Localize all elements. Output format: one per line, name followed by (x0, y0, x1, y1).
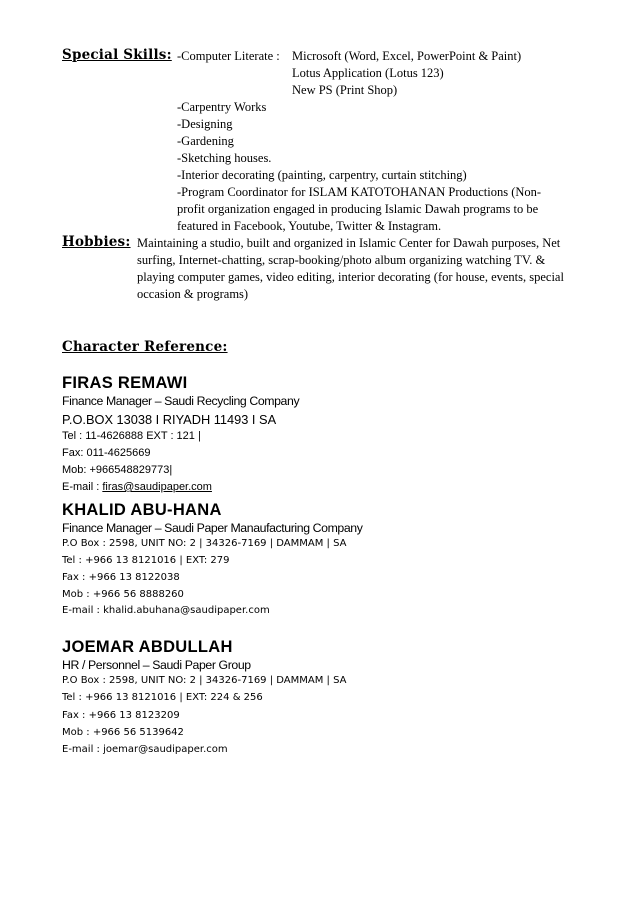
skill-item: -Designing (177, 117, 233, 131)
reference-role: HR / Personnel – Saudi Paper Group (62, 658, 251, 672)
reference-email (62, 605, 270, 616)
reference-email (62, 744, 228, 755)
reference-fax: Fax: 011-4625669 (62, 447, 151, 459)
reference-role: Finance Manager – Saudi Recycling Company (62, 394, 300, 408)
email-label: E-mail : (62, 481, 103, 493)
reference-tel: Tel : 11-4626888 EXT : 121 | (62, 430, 201, 442)
reference-tel: Tel : +966 13 8121016 | EXT: 279 (62, 555, 230, 566)
email-label: E-mail : (62, 744, 104, 755)
skill-item: -Carpentry Works (177, 100, 267, 114)
hobbies-line: occasion & programs) (137, 287, 249, 301)
email-link[interactable]: firas@saudipaper.com (102, 481, 212, 493)
reference-email (62, 481, 212, 493)
computer-literate-label: -Computer Literate : (177, 49, 280, 63)
email-link[interactable]: joemar@saudipaper.com (103, 744, 228, 755)
computer-item: Microsoft (Word, Excel, PowerPoint & Paint) (292, 49, 522, 63)
reference-name: KHALID ABU-HANA (62, 501, 222, 519)
email-label: E-mail : (62, 605, 104, 616)
reference-address: P.O.BOX 13038 I RIYADH 11493 I SA (62, 412, 277, 427)
hobbies-line: surfing, Internet-chatting, scrap-booking/photo album organizing watching TV. & (137, 253, 546, 267)
reference-mob: Mob : +966 56 5139642 (62, 727, 184, 738)
reference-fax: Fax : +966 13 8122038 (62, 572, 180, 583)
reference-tel: Tel : +966 13 8121016 | EXT: 224 & 256 (62, 692, 263, 703)
computer-item: New PS (Print Shop) (292, 83, 398, 97)
skill-item: -Program Coordinator for ISLAM KATOTOHANAN Productions (Non- (177, 185, 542, 199)
skill-item: -Sketching houses. (177, 151, 272, 165)
reference-mob: Mob : +966 56 8888260 (62, 589, 184, 600)
reference-name: FIRAS REMAWI (62, 374, 188, 392)
skill-item: profit organization engaged in producing Islamic Dawah programs to be (177, 202, 539, 216)
reference-name: JOEMAR ABDULLAH (62, 638, 233, 656)
reference-role: Finance Manager – Saudi Paper Manaufacturing Company (62, 521, 363, 535)
reference-mob: Mob: +966548829773| (62, 464, 173, 476)
hobbies-heading: Hobbies: (62, 234, 131, 250)
reference-address: P.O Box : 2598, UNIT NO: 2 | 34326-7169 | DAMMAM | SA (62, 538, 347, 549)
hobbies-line: playing computer games, video editing, interior decorating (for house, events, special (137, 270, 564, 284)
reference-address: P.O Box : 2598, UNIT NO: 2 | 34326-7169 | DAMMAM | SA (62, 675, 347, 686)
reference-fax: Fax : +966 13 8123209 (62, 710, 180, 721)
skill-item: featured in Facebook, Youtube, Twitter & Instagram. (177, 219, 442, 233)
hobbies-line: Maintaining a studio, built and organized in Islamic Center for Dawah purposes, Net (137, 236, 561, 250)
email-link[interactable]: khalid.abuhana@saudipaper.com (103, 605, 270, 616)
computer-item: Lotus Application (Lotus 123) (292, 66, 444, 80)
special-skills-heading: Special Skills: (62, 47, 172, 63)
character-reference-heading: Character Reference: (62, 339, 228, 355)
skill-item: -Gardening (177, 134, 234, 148)
skill-item: -Interior decorating (painting, carpentry, curtain stitching) (177, 168, 467, 182)
